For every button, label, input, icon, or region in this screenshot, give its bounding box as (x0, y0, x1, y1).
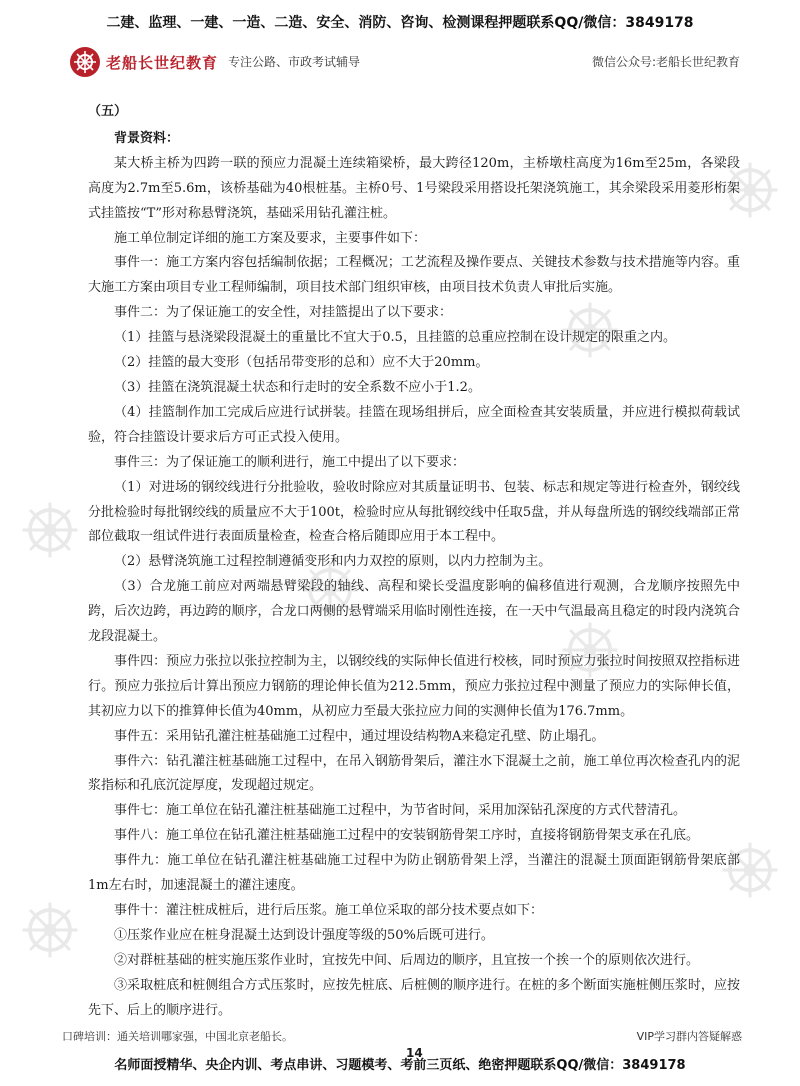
section-title: （五） (88, 104, 128, 119)
ship-wheel-icon (70, 47, 100, 77)
paragraph: （1）挂篮与悬浇梁段混凝土的重量比不宜大于0.5，且挂篮的总重应控制在设计规定的限重之内。 (114, 330, 676, 346)
page-footer (62, 1028, 742, 1048)
paragraph: （4）挂篮制作加工完成后应进行试拼装。挂篮在现场组拼后，应全面检查其安装质量，并应进行模拟荷载试验，符合挂篮设计要求后方可正式投入使用。 (88, 404, 740, 445)
paragraph: ②对群桩基础的桩实施压浆作业时，宜按先中间、后周边的顺序，且宜按一个挨一个的原则依次进行。 (114, 952, 700, 968)
paragraph: （2）挂篮的最大变形（包括吊带变形的总和）应不大于20mm。 (114, 355, 489, 371)
header-tagline: 专注公路、市政考试辅导 (228, 55, 361, 69)
document-body (88, 100, 740, 1024)
watermark-wheel-icon (20, 900, 80, 960)
paragraph-list (88, 152, 740, 1024)
paragraph: 事件一：施工方案内容包括编制依据；工程概况；工艺流程及操作要点、关键技术参数与技术措施等内容。重大施工方案由项目专业工程师编制，项目技术部门组织审核，由项目技术负责人审批后实施。 (88, 255, 740, 296)
paragraph: 事件二：为了保证施工的安全性，对挂篮提出了以下要求： (114, 305, 453, 321)
paragraph: 事件十：灌注桩成桩后，进行后压浆。施工单位采取的部分技术要点如下： (114, 903, 544, 918)
logo-text: 老船长世纪教育 (106, 53, 219, 72)
watermark-wheel-icon (20, 500, 80, 560)
brand-logo (70, 42, 220, 82)
paragraph: 事件四：预应力张拉以张拉控制为主，以钢绞线的实际伸长值进行校核，同时预应力张拉时间按照双控指标进行。预应力张拉后计算出预应力钢筋的理论伸长值为212.5mm，预应力张拉过程中测量了预应力的实际伸长值，其初应力以下的推算伸长值为40mm，从初应力至最大张拉应力间的实测伸长值为176.7mm。 (88, 653, 740, 719)
paragraph: 事件三：为了保证施工的顺利进行，施工中提出了以下要求： (114, 454, 466, 470)
footer-slogan: 口碑培训：通关培训哪家强，中国北京老船长。 (62, 1030, 293, 1043)
wechat-account: 微信公众号:老船长世纪教育 (591, 55, 740, 69)
background-label: 背景资料： (114, 130, 180, 146)
paragraph: 事件八：施工单位在钻孔灌注桩基础施工过程中的安装钢筋骨架工序时，直接将钢筋骨架支承在孔底。 (114, 828, 700, 844)
paragraph: 事件七：施工单位在钻孔灌注桩基础施工过程中，为节省时间，采用加深钻孔深度的方式代替清孔。 (114, 803, 687, 819)
paragraph: 事件九：施工单位在钻孔灌注桩基础施工过程中为防止钢筋骨架上浮，当灌注的混凝土顶面距钢筋骨架底部1m左右时，加速混凝土的灌注速度。 (88, 853, 740, 894)
bottom-contact-banner: 名师面授精华、央企内训、考点串讲、习题模考、考前三页纸、绝密押题联系QQ/微信：3849178 (114, 1058, 686, 1073)
page-number: 14 (406, 1046, 423, 1060)
paragraph: ③采取桩底和桩侧组合方式压浆时，应按先桩底、后桩侧的顺序进行。在桩的多个断面实施桩侧压浆时，应按先下、后上的顺序进行。 (88, 977, 740, 1018)
page-header (70, 42, 740, 82)
paragraph: （3）挂篮在浇筑混凝土状态和行走时的安全系数不应小于1.2。 (114, 379, 481, 395)
paragraph: 某大桥主桥为四跨一联的预应力混凝土连续箱梁桥，最大跨径120m，主桥墩柱高度为16m至25m，各梁段高度为2.7m至5.6m，该桥基础为40根桩基。主桥0号、1号梁段采用搭设托架浇筑施工，其余梁段采用菱形桁架式挂篮按“T”形对称悬臂浇筑，基础采用钻孔灌注桩。 (88, 155, 740, 221)
paragraph: （3）合龙施工前应对两端悬臂梁段的轴线、高程和梁长受温度影响的偏移值进行观测，合龙顺序按照先中跨，后次边跨，再边跨的顺序，合龙口两侧的悬臂端采用临时刚性连接，在一天中气温最高且稳定的时段内浇筑合龙段混凝土。 (88, 579, 740, 645)
paragraph: 事件五：采用钻孔灌注桩基础施工过程中，通过埋设结构物A来稳定孔壁、防止塌孔。 (114, 728, 605, 744)
paragraph: （1）对进场的钢绞线进行分批验收，验收时除应对其质量证明书、包装、标志和规定等进行检查外，钢绞线分批检验时每批钢绞线的质量应不大于100t，检验时应从每批钢绞线中任取5盘，并从每盘所选的钢绞线端部正常部位截取一组试件进行表面质量检查，检查合格后随即应用于本工程中。 (88, 479, 740, 545)
paragraph: ①压浆作业应在桩身混凝土达到设计强度等级的50%后既可进行。 (114, 927, 494, 943)
paragraph: 施工单位制定详细的施工方案及要求，主要事件如下： (114, 230, 427, 246)
paragraph: 事件六：钻孔灌注桩基础施工过程中，在吊入钢筋骨架后，灌注水下混凝土之前，施工单位再次检查孔内的泥浆指标和孔底沉淀厚度，发现超过规定。 (88, 753, 740, 794)
paragraph: （2）悬臂浇筑施工过程控制遵循变形和内力双控的原则，以内力控制为主。 (114, 554, 552, 570)
top-contact-banner: 二建、监理、一建、一造、二造、安全、消防、咨询、检测课程押题联系QQ/微信：3849178 (106, 15, 694, 31)
footer-vip-note: VIP学习群内答疑解惑 (636, 1030, 742, 1043)
